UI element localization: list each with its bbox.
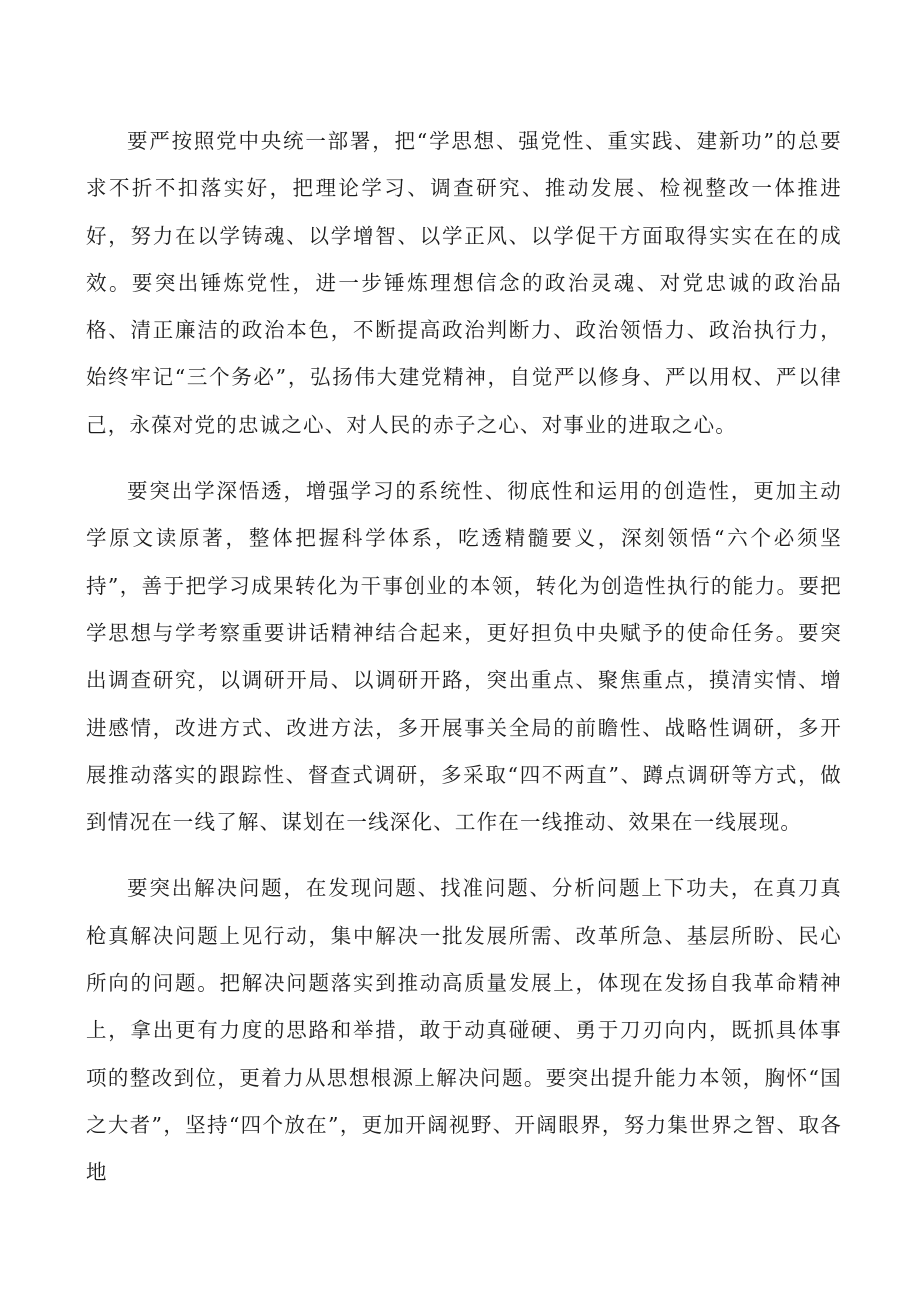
paragraph-1: 要严按照党中央统一部署，把“学思想、强党性、重实践、建新功”的总要求不折不扣落实好，把理论学习、调查研究、推动发展、检视整改一体推进好，努力在以学铸魂、以学增智、以学正风、以学促干方面取得实实在在的成效。要突出锤炼党性，进一步锤炼理想信念的政治灵魂、对党忠诚的政治品格、清正廉洁的政治本色，不断提高政治判断力、政治领悟力、政治执行力，始终牢记“三个务必”，弘扬伟大建党精神，自觉严以修身、严以用权、严以律己，永葆对党的忠诚之心、对人民的赤子之心、对事业的进取之心。: [86, 129, 842, 437]
paragraph-2: 要突出学深悟透，增强学习的系统性、彻底性和运用的创造性，更加主动学原文读原著，整体把握科学体系，吃透精髓要义，深刻领悟“六个必须坚持”，善于把学习成果转化为干事创业的本领，转化为创造性执行的能力。要把学思想与学考察重要讲话精神结合起来，更好担负中央赋予的使命任务。要突出调查研究，以调研开局、以调研开路，突出重点、聚焦重点，摸清实情、增进感情，改进方式、改进方法，多开展事关全局的前瞻性、战略性调研，多开展推动落实的跟踪性、督查式调研，多采取“四不两直”、蹲点调研等方式，做到情况在一线了解、谋划在一线深化、工作在一线推动、效果在一线展现。: [86, 479, 842, 835]
document-body: [86, 118, 842, 1216]
paragraph-3: 要突出解决问题，在发现问题、找准问题、分析问题上下功夫，在真刀真枪真解决问题上见行动，集中解决一批发展所需、改革所急、基层所盼、民心所向的问题。把解决问题落实到推动高质量发展上，体现在发扬自我革命精神上，拿出更有力度的思路和举措，敢于动真碰硬、勇于刀刃向内，既抓具体事项的整改到位，更着力从思想根源上解决问题。要突出提升能力本领，胸怀“国之大者”，坚持“四个放在”，更加开阔视野、开阔眼界，努力集世界之智、取各地: [86, 876, 842, 1185]
